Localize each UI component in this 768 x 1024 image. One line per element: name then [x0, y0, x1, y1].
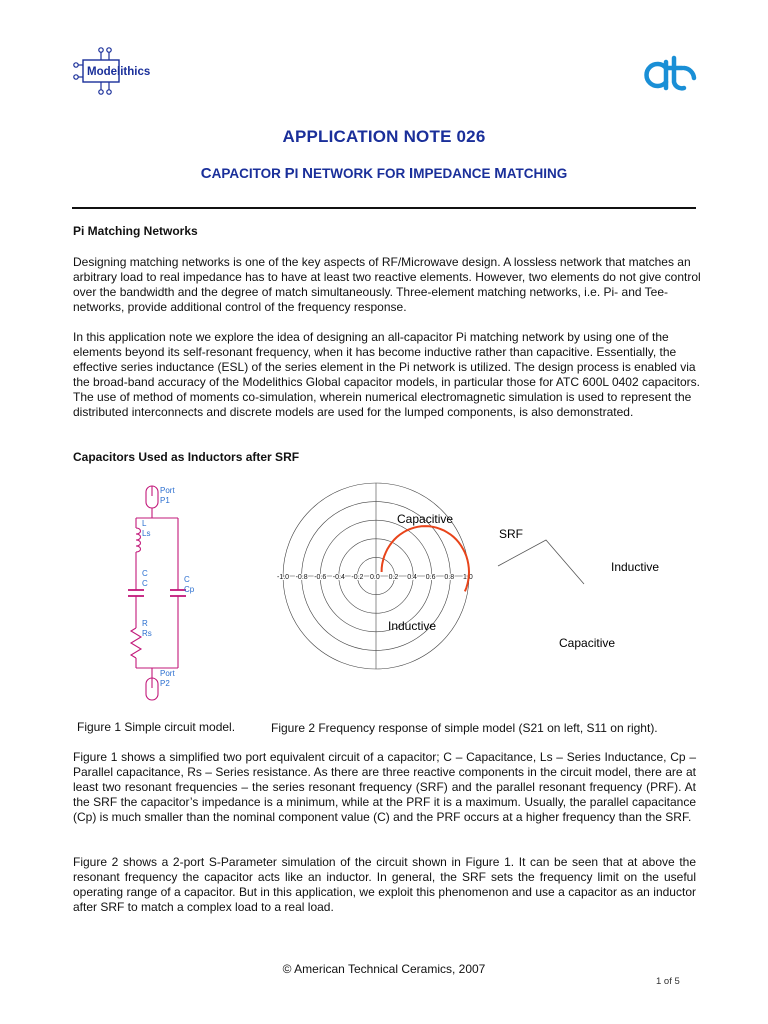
cp-type: C: [184, 575, 190, 584]
smith-tick-label: -1.0: [277, 574, 290, 581]
smith-tick-label: 0.6: [425, 574, 436, 581]
s11-sketch-line: [498, 540, 584, 584]
figure-2-chart: [270, 478, 690, 678]
port-top-type: Port: [160, 486, 175, 495]
figure-1-caption: Figure 1 Simple circuit model.: [77, 720, 236, 734]
smith-tick-label: 0.4: [407, 574, 417, 581]
smith-tick-label: 0.2: [388, 574, 399, 581]
smith-tick-label: 1.0: [463, 574, 473, 581]
circuit-chip-icon: [73, 44, 173, 100]
atc-logo-icon: [640, 48, 698, 96]
smith-tick-label: -0.6: [314, 574, 327, 581]
title-divider: [72, 207, 696, 209]
label-inductive-smith: Inductive: [388, 619, 437, 633]
s21-trace: [382, 526, 469, 591]
figure-2-caption: Figure 2 Frequency response of simple model (S21 on left, S11 on right).: [271, 721, 658, 735]
resistor-name: Rs: [142, 629, 152, 638]
footer-copyright: © American Technical Ceramics, 2007: [282, 962, 486, 976]
smith-tick-label: -0.8: [295, 574, 308, 581]
section-heading-pi-matching: Pi Matching Networks: [73, 224, 198, 238]
port-bottom-name: P2: [160, 679, 170, 688]
brand-name: Modelithics: [87, 66, 151, 78]
figure-1-circuit: [110, 478, 220, 703]
inductor-type: L: [142, 519, 147, 528]
paragraph-figure1-explanation: Figure 1 shows a simplified two port equivalent circuit of a capacitor; C – Capacitance, Ls – Series Inductance, Cp – Parallel capacitance, Rs – Series resistance. As there are three reactive components in the circuit model, there are at least two resonant frequencies – the series resonant frequency (SRF) and the parallel resonant frequency (PRF). At the SRF the capacitor’s impedance is a minimum, while at the PRF it is a maximum. Usually, the parallel capacitance (Cp) is much smaller than the nominal component value (C) and the PRF occurs at a higher frequency than the SRF.: [73, 750, 696, 824]
smith-tick-label: -0.4: [332, 574, 345, 581]
document-subtitle: CAPACITOR PI NETWORK FOR IMPEDANCE MATCHING: [200, 165, 568, 182]
paragraph-approach: In this application note we explore the idea of designing an all-capacitor Pi matching network by using one of the elements beyond its self-resonant frequency, when it has become inductive rather than capacitive. Essentially, the effective series inductance (ESL) of the series element in the Pi network is utilized. The design process is enabled via the broad-band accuracy of the Modelithics Global capacitor models, in particular those for ATC 600L 0402 capacitors. The use of method of moments co-simulation, wherein numerical electromagnetic simulation is used to represent the distributed interconnects and discrete models are used for the lumped components, is also demonstrated.: [73, 330, 701, 419]
document-title: APPLICATION NOTE 026: [282, 127, 486, 146]
label-capacitive-smith: Capacitive: [397, 512, 454, 526]
capacitor-type: C: [142, 569, 148, 578]
paragraph-figure2-explanation: Figure 2 shows a 2-port S-Parameter simulation of the circuit shown in Figure 1. It can be seen that at above the resonant frequency the capacitor acts like an inductor. In general, the SRF sets the frequency limit on the useful operating range of a capacitor. But in this application, we exploit this phenomenon and use a capacitor as an inductor after SRF to match a complex load to a real load.: [73, 855, 696, 914]
cp-name: Cp: [184, 585, 195, 594]
resistor-type: R: [142, 619, 148, 628]
capacitor-name: C: [142, 579, 148, 588]
inductor-name: Ls: [142, 529, 151, 538]
label-inductive-right: Inductive: [611, 560, 660, 574]
paragraph-intro: Designing matching networks is one of the key aspects of RF/Microwave design. A lossless network that matches an arbitrary load to real impedance has to have at least two reactive elements. However, two elements do not give control over the bandwidth and the degree of match simultaneously. Three-element matching networks, i.e. Pi- and Tee-networks, provide additional control of the frequency response.: [73, 255, 701, 314]
modelithics-logo: [73, 44, 173, 100]
smith-tick-label: 0.0: [370, 574, 380, 581]
port-top-name: P1: [160, 496, 170, 505]
section-heading-capacitors: Capacitors Used as Inductors after SRF: [73, 450, 300, 464]
label-srf: SRF: [499, 527, 523, 541]
page-number: 1 of 5: [656, 976, 680, 987]
port-bottom-type: Port: [160, 669, 175, 678]
label-capacitive-right: Capacitive: [559, 636, 616, 650]
smith-tick-label: 0.8: [444, 574, 455, 581]
smith-tick-label: -0.2: [351, 574, 364, 581]
